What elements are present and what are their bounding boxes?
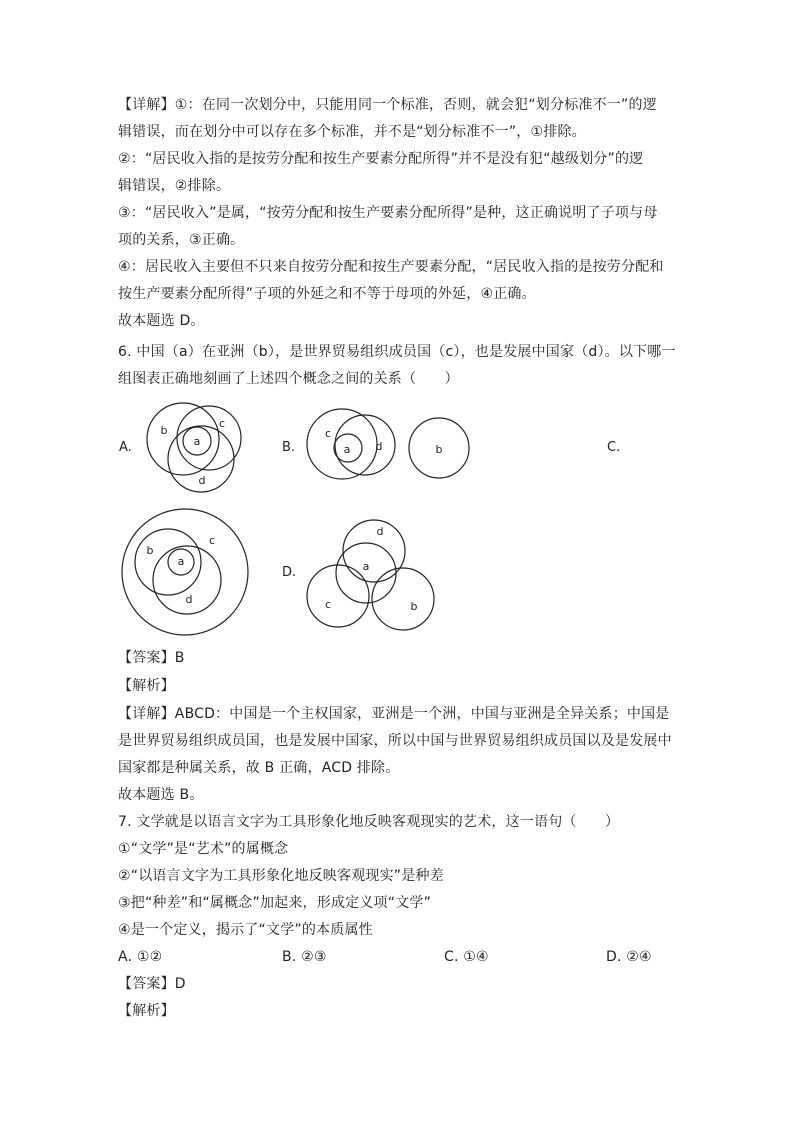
- question-7-line: 7. 文学就是以语言文字为工具形象化地反映客观现实的艺术，这一语句（ ）: [118, 814, 620, 830]
- label-b: b: [435, 443, 443, 456]
- circle-c: [177, 406, 241, 470]
- text-line: 项的关系，③正确。: [118, 232, 245, 248]
- label-d: d: [375, 440, 383, 453]
- option-b-label: B.: [282, 440, 296, 455]
- q7-option-a: A. ①②: [118, 949, 163, 965]
- analysis-label: 【解析】: [118, 678, 175, 694]
- option-c-label: C.: [607, 440, 621, 455]
- option-a-label: A.: [119, 440, 132, 455]
- statement-3: ③把“种差”和“属概念”加起来，形成定义项“文学”: [118, 895, 432, 911]
- statement-1: ①“文学”是“艺术”的属概念: [118, 841, 289, 857]
- text-line: 【详解】①：在同一次划分中，只能用同一个标准，否则，就会犯“划分标准不一”的逻: [118, 97, 657, 113]
- text-line: ④：居民收入主要但不只来自按劳分配和按生产要素分配，“居民收入指的是按劳分配和: [118, 259, 664, 275]
- label-c: c: [324, 598, 332, 611]
- label-b: b: [146, 544, 154, 557]
- label-c: c: [218, 417, 226, 430]
- q7-option-d: D. ②④: [606, 949, 652, 965]
- label-b: b: [160, 424, 168, 437]
- text-line: ③：“居民收入”是属，“按劳分配和按生产要素分配所得”是种，这正确说明了子项与母: [118, 205, 658, 221]
- answer-label: 【答案】D: [118, 976, 186, 992]
- question-6-line: 组图表正确地刻画了上述四个概念之间的关系（ ）: [118, 371, 459, 387]
- circle-c: [307, 565, 369, 627]
- text-line: 辑错误，②排除。: [118, 178, 231, 194]
- text-line: 故本题选 B。: [118, 787, 204, 803]
- q7-option-b: B. ②③: [282, 949, 327, 965]
- label-a: a: [343, 443, 351, 456]
- venn-figure-b: [300, 405, 480, 490]
- statement-4: ④是一个定义，揭示了“文学”的本质属性: [118, 922, 373, 938]
- venn-figure-a: [140, 400, 250, 500]
- text-line: 【详解】ABCD：中国是一个主权国家，亚洲是一个洲，中国与亚洲是全异关系；中国是: [118, 706, 670, 722]
- text-line: 辑错误，而在划分中可以存在多个标准，并不是“划分标准不一”，①排除。: [118, 124, 586, 140]
- statement-2: ②“以语言文字为工具形象化地反映客观现实”是种差: [118, 868, 444, 884]
- label-d: d: [185, 593, 193, 606]
- text-line: 是世界贸易组织成员国，也是发展中国家，所以中国与世界贸易组织成员国以及是发展中: [118, 733, 672, 749]
- option-d-label: D.: [282, 565, 297, 580]
- label-b: b: [410, 600, 418, 613]
- label-d: d: [198, 474, 206, 487]
- label-c: c: [208, 534, 216, 547]
- text-line: 国家都是种属关系，故 B 正确，ACD 排除。: [118, 760, 400, 776]
- venn-figure-d: [300, 512, 445, 637]
- answer-label: 【答案】B: [118, 650, 185, 666]
- label-a: a: [177, 555, 185, 568]
- circle-c: [122, 509, 248, 635]
- analysis-label: 【解析】: [118, 1003, 175, 1019]
- text-line: ②：“居民收入指的是按劳分配和按生产要素分配所得”并不是没有犯“越级划分”的逻: [118, 151, 644, 167]
- question-6-line: 6. 中国（a）在亚洲（b），是世界贸易组织成员国（c），也是发展中国家（d）。以下哪一: [118, 344, 676, 360]
- text-line: 故本题选 D。: [118, 313, 205, 329]
- label-a: a: [193, 435, 201, 448]
- venn-figure-c: [118, 505, 253, 640]
- text-line: 按生产要素分配所得”子项的外延之和不等于母项的外延，④正确。: [118, 286, 536, 302]
- label-c: c: [324, 427, 332, 440]
- circle-c: [307, 409, 377, 479]
- label-a: a: [362, 560, 370, 573]
- q7-option-c: C. ①④: [444, 949, 489, 965]
- label-d: d: [376, 525, 384, 538]
